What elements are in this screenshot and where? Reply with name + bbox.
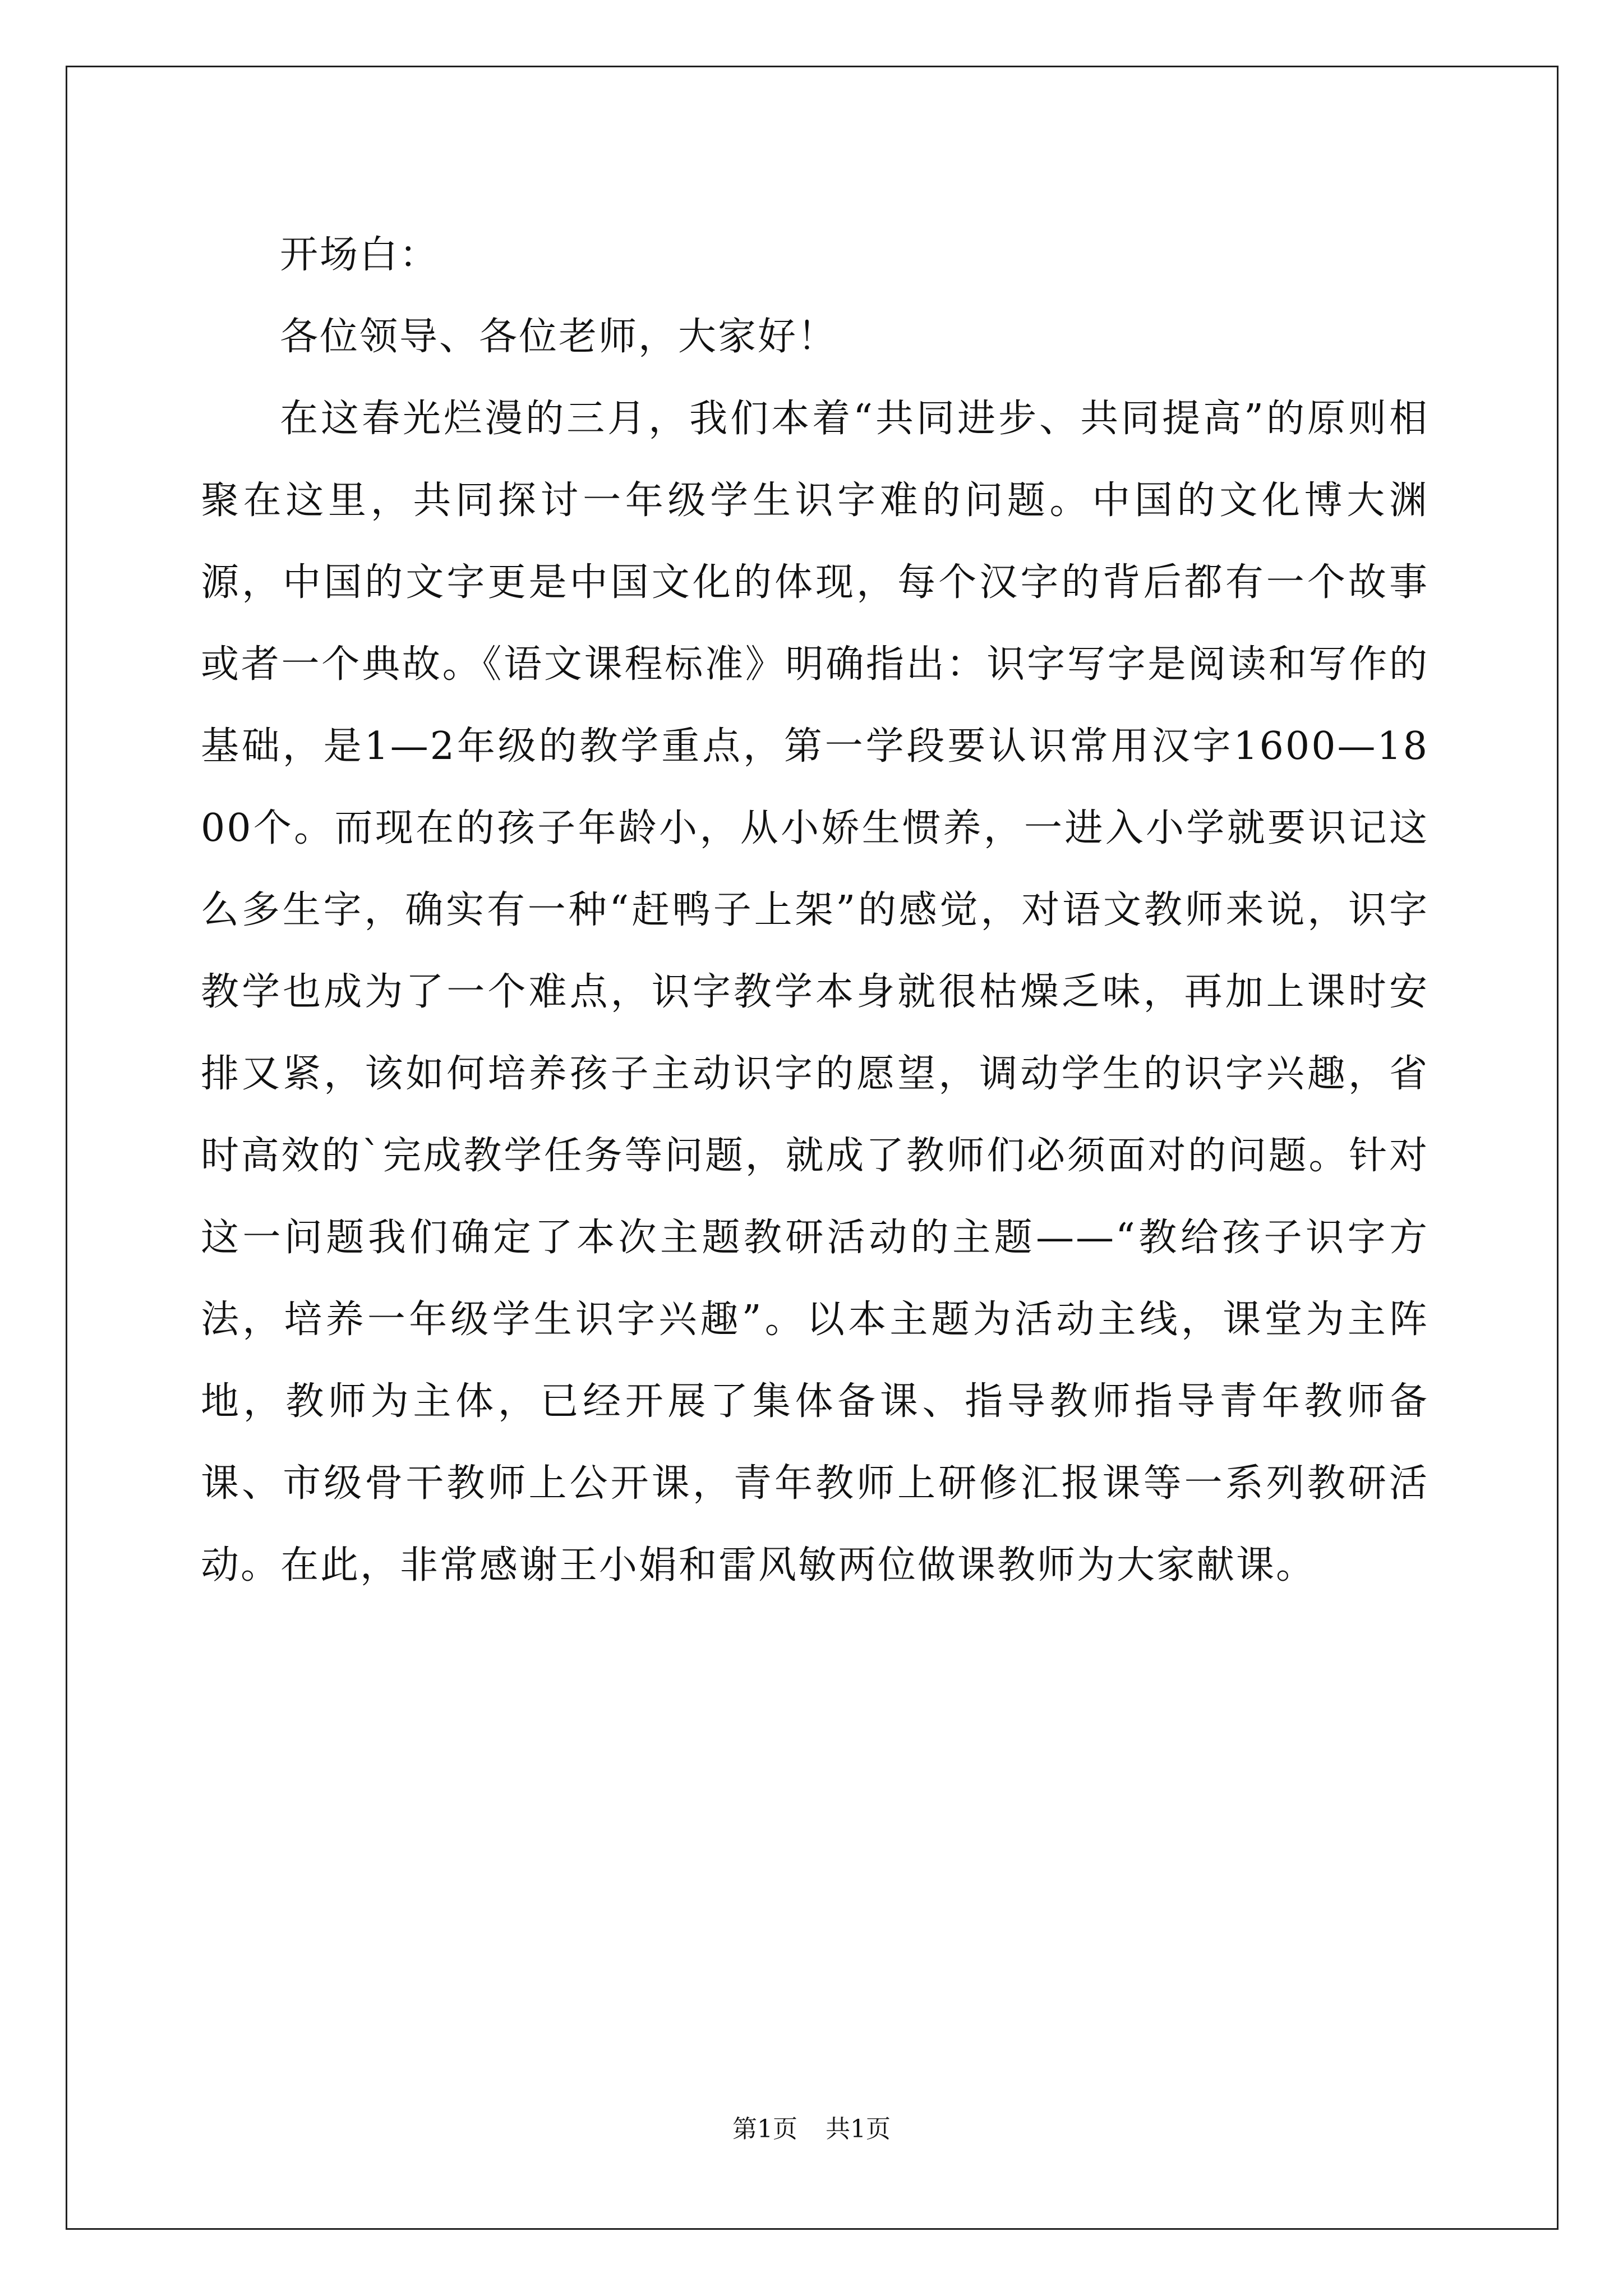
body-paragraph: 在这春光烂漫的三月，我们本着“共同进步、共同提高”的原则相聚在这里，共同探讨一年级学生识字难的问题。中国的文化博大渊源，中国的文字更是中国文化的体现，每个汉字的背后都有一个故事或者一个典故。《语文课程标准》明确指出：识字写字是阅读和写作的基础，是1—2年级的教学重点，第一学段要认识常用汉字1600—1800个。而现在的孩子年龄小，从小娇生惯养，一进入小学就要识记这么多生字，确实有一种“赶鸭子上架”的感觉，对语文教师来说，识字教学也成为了一个难点，识字教学本身就很枯燥乏味，再加上课时安排又紧，该如何培养孩子主动识字的愿望，调动学生的识字兴趣，省时高效的`完成教学任务等问题，就成了教师们必须面对的问题。针对这一问题我们确定了本次主题教研活动的主题——“教给孩子识字方法，培养一年级学生识字兴趣”。以本主题为活动主线，课堂为主阵地，教师为主体，已经开展了集体备课、指导教师指导青年教师备课、市级骨干教师上公开课，青年教师上研修汇报课等一系列教研活动。在此，非常感谢王小娟和雷风敏两位做课教师为大家献课。 <box>201 397 1429 1588</box>
heading-opening: 开场白： <box>280 233 440 277</box>
document-body <box>201 214 1429 1607</box>
greeting-paragraph: 各位领导、各位老师，大家好！ <box>280 315 838 359</box>
page-footer <box>0 2113 1623 2146</box>
page-total: 共1页 <box>826 2115 891 2143</box>
page-number: 第1页 <box>732 2115 797 2143</box>
